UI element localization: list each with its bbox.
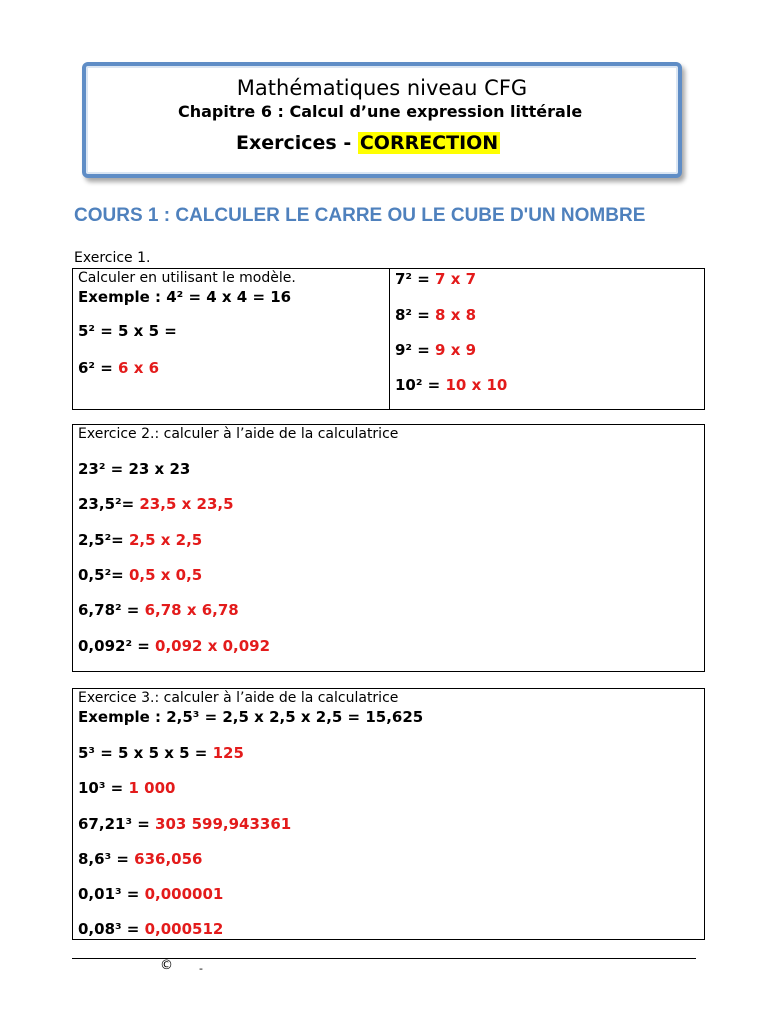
exercise-1-label: Exercice 1. [74, 250, 151, 266]
list-item: 0,01³ = 0,000001 [78, 885, 224, 903]
list-item: 5³ = 5 x 5 x 5 = 125 [78, 744, 244, 762]
list-item: 10³ = 1 000 [78, 779, 176, 797]
chapter-title: Chapitre 6 : Calcul d’une expression littérale [178, 102, 583, 121]
list-item: 6,78² = 6,78 x 6,78 [78, 601, 239, 619]
footer-dash: - [199, 962, 203, 975]
exercise-3-label: Exercice 3.: calculer à l’aide de la calculatrice [78, 690, 399, 706]
list-item: 0,08³ = 0,000512 [78, 920, 224, 938]
list-item: 0,5²= 0,5 x 0,5 [78, 566, 203, 584]
list-item: 5² = 5 x 5 = [78, 322, 177, 340]
list-item: 2,5²= 2,5 x 2,5 [78, 531, 203, 549]
list-item: 23,5²= 23,5 x 23,5 [78, 495, 234, 513]
list-item: 7² = 7 x 7 [395, 270, 477, 288]
list-item: 67,21³ = 303 599,943361 [78, 815, 292, 833]
correction-highlight: CORRECTION [359, 132, 499, 154]
list-item: 23² = 23 x 23 [78, 460, 191, 478]
copyright-icon: © [160, 958, 173, 973]
exercise-2-box [72, 424, 705, 672]
list-item: 10² = 10 x 10 [395, 376, 508, 394]
exercise-3-example: Exemple : 2,5³ = 2,5 x 2,5 x 2,5 = 15,625 [78, 708, 424, 726]
section-title: COURS 1 : CALCULER LE CARRE OU LE CUBE D'UN NOMBRE [74, 205, 646, 226]
list-item: 8,6³ = 636,056 [78, 850, 203, 868]
list-item: 8² = 8 x 8 [395, 306, 477, 324]
exercise-1-example: Exemple : 4² = 4 x 4 = 16 [78, 288, 292, 306]
list-item: 0,092² = 0,092 x 0,092 [78, 637, 271, 655]
document-title: Mathématiques niveau CFG [236, 76, 528, 100]
exercises-label: Exercices - [236, 132, 358, 154]
header-box [82, 62, 682, 178]
exercise-3-box [72, 688, 705, 940]
list-item: 6² = 6 x 6 [78, 359, 160, 377]
exercise-1-table [72, 268, 705, 410]
table-divider [389, 269, 390, 409]
exercise-2-label: Exercice 2.: calculer à l’aide de la calculatrice [78, 426, 399, 442]
exercise-1-instruction: Calculer en utilisant le modèle. [78, 270, 296, 286]
exercises-heading [236, 132, 500, 154]
list-item: 9² = 9 x 9 [395, 341, 477, 359]
